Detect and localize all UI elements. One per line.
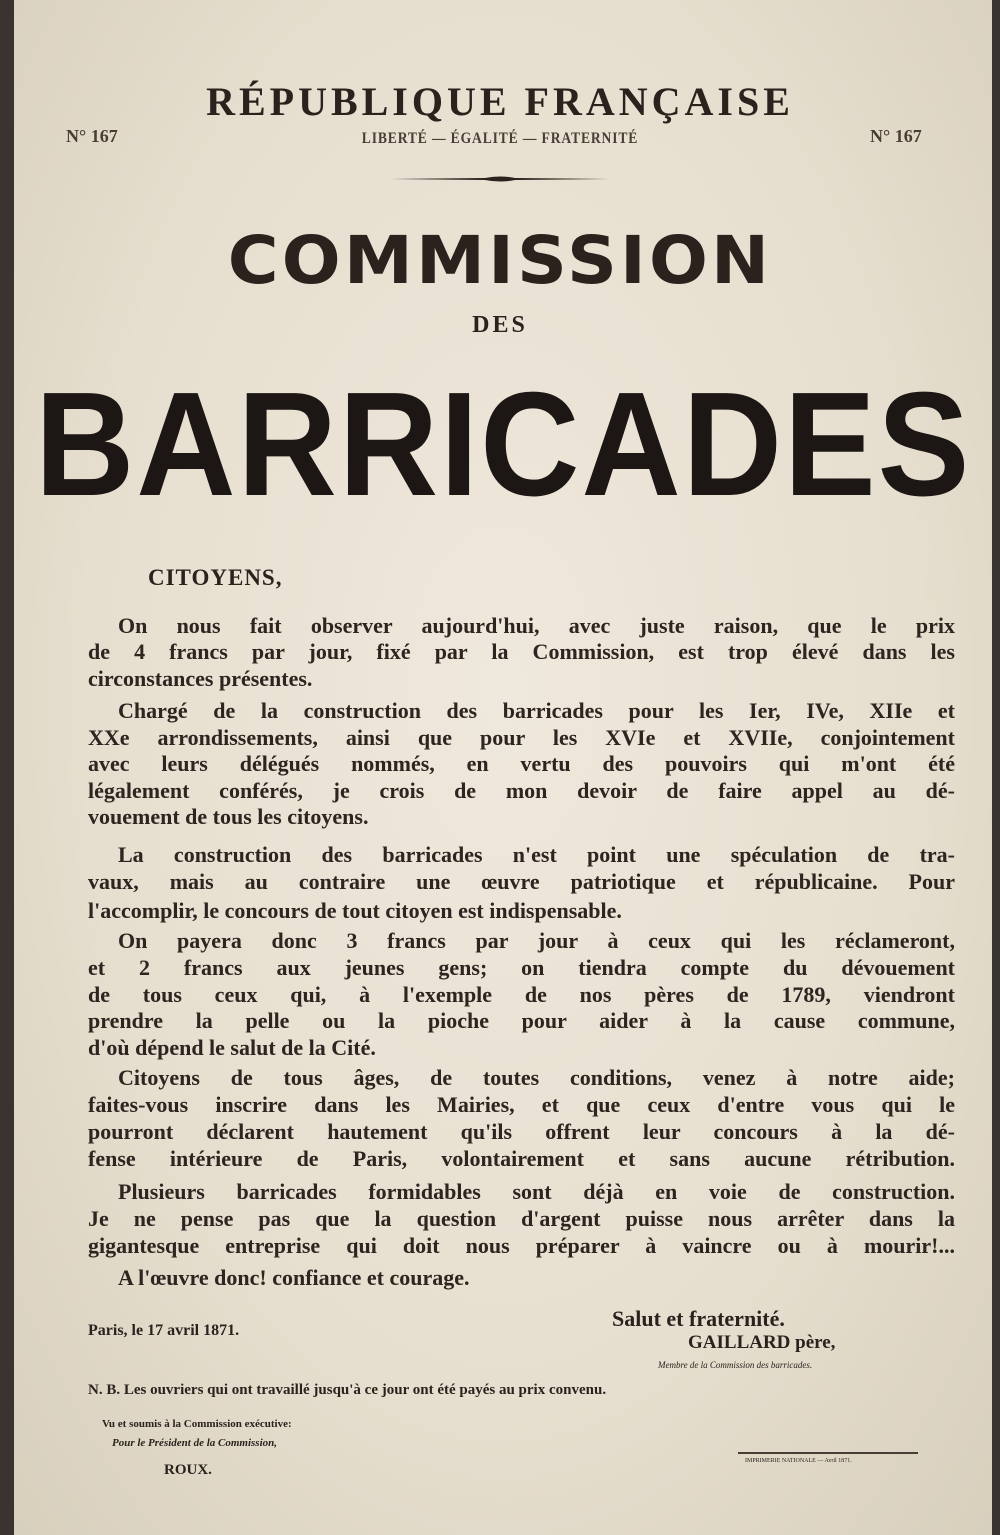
closing: Salut et fraternité. [612,1306,785,1331]
printer-rule [738,1452,918,1454]
body-line: l'accomplir, le concours de tout citoyen est indispensable. [88,898,622,923]
countersign: ROUX. [164,1462,212,1478]
body-line: et 2 francs aux jeunes gens; on tiendra compte du dévouement [88,955,955,980]
printer-imprint: IMPRIMERIE NATIONALE — Avril 1871. [745,1458,852,1464]
signer: GAILLARD père, [688,1332,836,1353]
body-line: pourront déclarent hautement qu'ils offrent leur concours à la dé- [88,1119,955,1144]
body-line: légalement conférés, je crois de mon devoir de faire appel au dé- [88,778,955,803]
motto: LIBERTÉ — ÉGALITÉ — FRATERNITÉ [361,130,639,147]
headline-commission: COMMISSION [227,222,773,299]
body-line: On nous fait observer aujourd'hui, avec juste raison, que le prix [118,613,955,638]
republic-title: RÉPUBLIQUE FRANÇAISE [206,79,794,124]
poster-number-left: N° 167 [66,126,118,146]
body-line: La construction des barricades n'est point une spéculation de tra- [118,842,955,867]
body-line: de 4 francs par jour, fixé par la Commission, est trop élevé dans les [88,639,955,664]
for-president-line: Pour le Président de la Commission, [112,1437,278,1449]
headline-des: DES [472,312,528,338]
date-line: Paris, le 17 avril 1871. [88,1322,240,1339]
poster-number-right: N° 167 [870,126,922,146]
signer-role: Membre de la Commission des barricades. [658,1360,813,1370]
body-line: Plusieurs barricades formidables sont déjà en voie de construction. [118,1179,955,1204]
body-line: A l'œuvre donc! confiance et courage. [118,1265,470,1290]
body-line: vouement de tous les citoyens. [88,804,369,829]
body-line: faites-vous inscrire dans les Mairies, et que ceux d'entre vous qui le [88,1092,955,1117]
body-line: avec leurs délégués nommés, en vertu des pouvoirs qui m'ont été [88,751,955,776]
body-line: circonstances présentes. [88,666,313,691]
body-line: prendre la pelle ou la pioche pour aider à la cause commune, [88,1008,955,1033]
headline-barricades: BARRICADES [35,362,972,527]
body-line: fense intérieure de Paris, volontairement et sans aucune rétribution. [88,1146,955,1171]
body-line: vaux, mais au contraire une œuvre patriotique et républicaine. Pour [88,869,955,894]
ornament-rule [390,176,610,182]
body-line: d'où dépend le salut de la Cité. [88,1035,376,1060]
body-line: gigantesque entreprise qui doit nous préparer à vaincre ou à mourir!... [88,1233,955,1258]
body-line: XXe arrondissements, ainsi que pour les XVIe et XVIIe, conjointement [88,725,955,750]
nb-note: N. B. Les ouvriers qui ont travaillé jusqu'à ce jour ont été payés au prix convenu. [88,1382,607,1398]
salutation: CITOYENS, [148,565,283,590]
body-line: On payera donc 3 francs par jour à ceux qui les réclameront, [118,928,955,953]
body-line: de tous ceux qui, à l'exemple de nos pères de 1789, viendront [88,982,955,1007]
body-line: Je ne pense pas que la question d'argent puisse nous arrêter dans la [88,1206,955,1231]
body-line: Chargé de la construction des barricades pour les Ier, IVe, XIIe et [118,698,955,723]
seen-line: Vu et soumis à la Commission exécutive: [102,1418,292,1430]
body-line: Citoyens de tous âges, de toutes conditions, venez à notre aide; [118,1065,955,1090]
